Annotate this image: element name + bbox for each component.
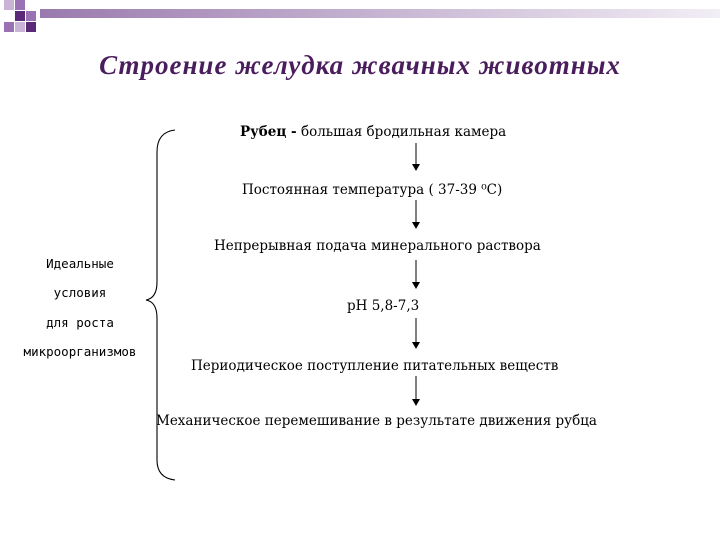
flow-step-ph: рН 5,8-7,3 xyxy=(347,298,420,314)
conditions-line-4: микроорганизмов xyxy=(23,344,137,359)
flow-step-nutrients: Периодическое поступление питательных веществ xyxy=(191,358,559,374)
flow-step-temperature: Постоянная температура ( 37-39 ⁰С) xyxy=(242,182,503,198)
slide-title: Строение желудка жвачных животных xyxy=(99,50,621,80)
conditions-line-1: Идеальные xyxy=(46,256,114,271)
conditions-line-3: для роста xyxy=(46,315,114,330)
flow-step-mineral-solution: Непрерывная подача минерального раствора xyxy=(214,238,541,254)
conditions-line-2: условия xyxy=(53,285,107,300)
flow-step-rumen xyxy=(240,124,506,140)
rumen-label: Рубец - xyxy=(240,124,297,140)
flow-step-mixing: Механическое перемешивание в результате движения рубца xyxy=(156,413,597,429)
rumen-description: большая бродильная камера xyxy=(296,124,507,140)
